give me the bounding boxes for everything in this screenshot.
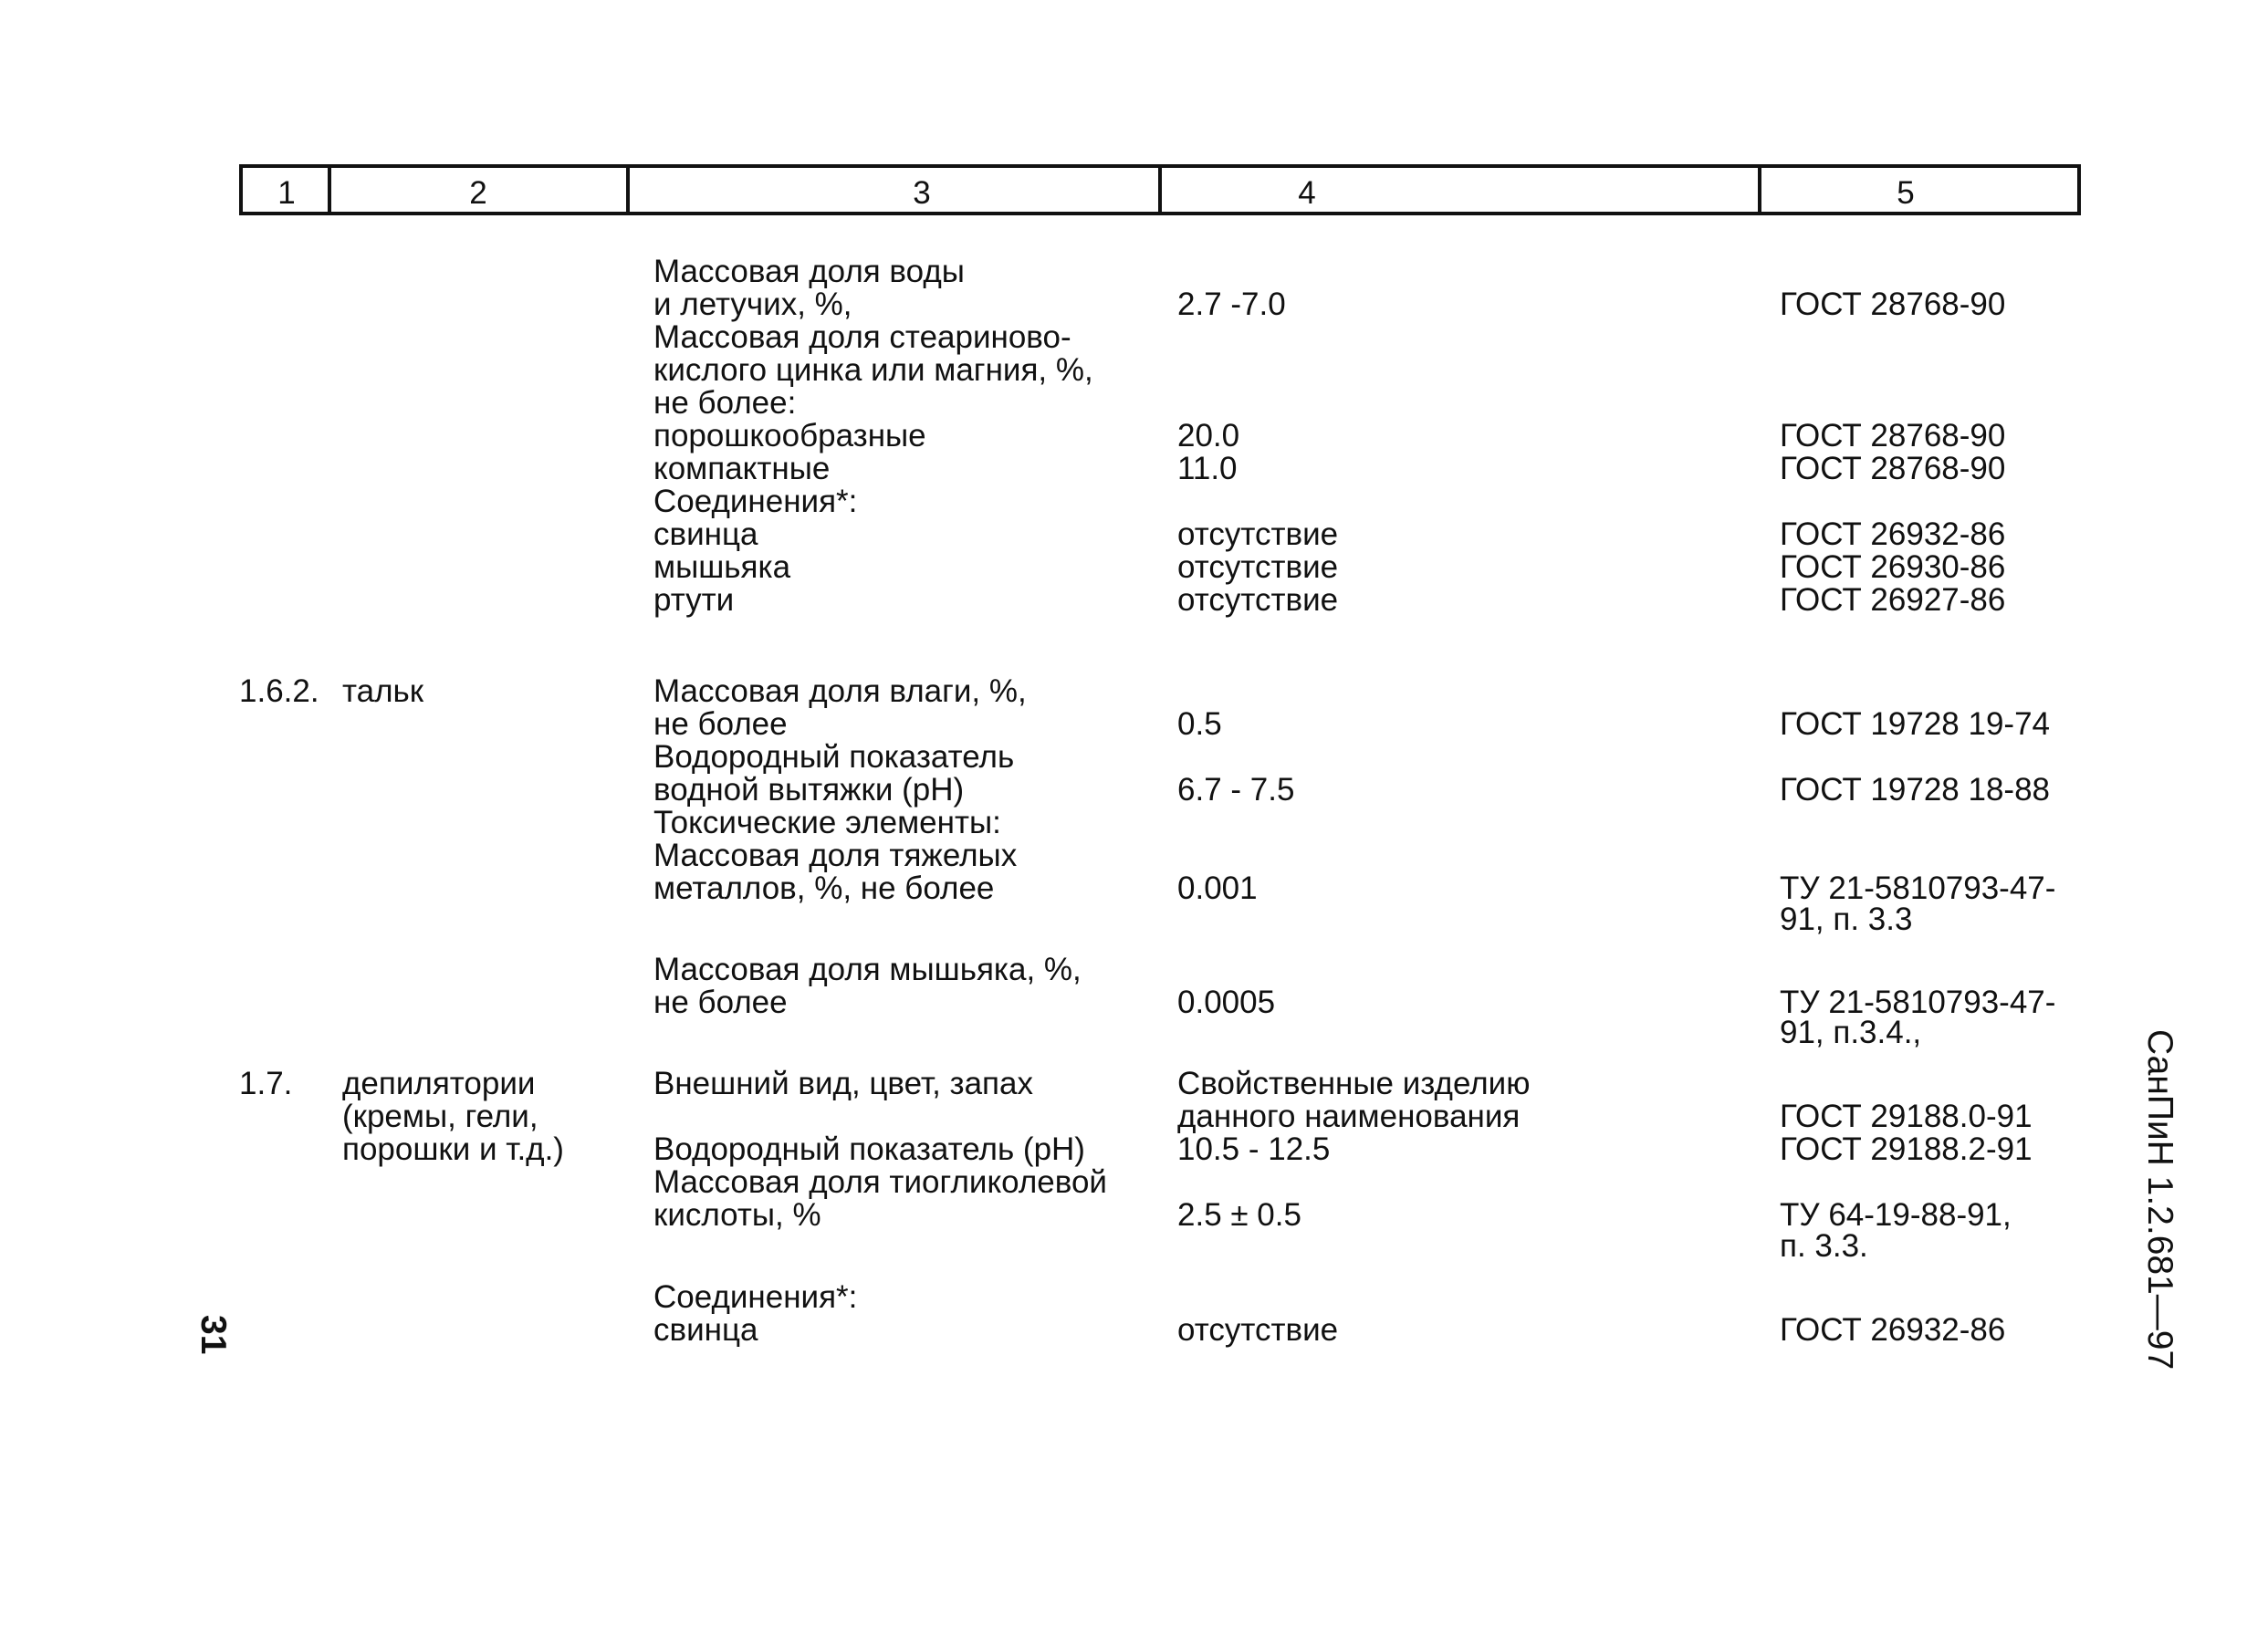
- cell-col3: Массовая доля стеариново-: [653, 319, 1071, 355]
- header-col-1: 1: [277, 175, 296, 211]
- cell-col3: не более: [653, 706, 788, 742]
- cell-col4: 11.0: [1177, 451, 1238, 486]
- cell-col3: порошкообразные: [653, 418, 926, 453]
- cell-col3: Водородный показатель (pH): [653, 1131, 1085, 1167]
- cell-col3: ртути: [653, 582, 735, 618]
- header-col-4: 4: [1298, 175, 1316, 211]
- cell-col3: мышьяка: [653, 549, 791, 585]
- cell-col3: Соединения*:: [653, 484, 858, 519]
- cell-col4: 0.5: [1177, 706, 1222, 742]
- cell-col3: Токсические элементы:: [653, 805, 1001, 840]
- cell-col5: ГОСТ 29188.2-91: [1780, 1131, 2033, 1167]
- header-divider: [626, 164, 630, 215]
- header-col-2: 2: [469, 175, 487, 211]
- cell-col3: Соединения*:: [653, 1279, 858, 1315]
- cell-col3: компактные: [653, 451, 831, 486]
- cell-col3: Массовая доля тиогликолевой: [653, 1164, 1107, 1200]
- cell-col4: 2.5 ± 0.5: [1177, 1197, 1301, 1233]
- running-title: СанПиН 1.2.681—97: [2140, 1029, 2179, 1371]
- cell-col4: отсутствие: [1177, 582, 1339, 618]
- cell-col1: 1.6.2.: [239, 673, 319, 709]
- header-col-5: 5: [1897, 175, 1915, 211]
- cell-col4: данного наименования: [1177, 1099, 1521, 1134]
- cell-col5: ГОСТ 29188.0-91: [1780, 1099, 2033, 1134]
- page-number: 31: [193, 1315, 233, 1355]
- cell-col4: 0.001: [1177, 870, 1258, 906]
- cell-col3: свинца: [653, 516, 758, 552]
- cell-col3: Массовая доля тяжелых: [653, 838, 1018, 873]
- cell-col2: порошки и т.д.): [342, 1131, 564, 1167]
- cell-col5: ГОСТ 26932-86: [1780, 1312, 2006, 1348]
- cell-col3: Массовая доля влаги, %,: [653, 673, 1027, 709]
- header-divider: [1158, 164, 1162, 215]
- cell-col3: не более: [653, 985, 788, 1020]
- header-col-3: 3: [913, 175, 931, 211]
- cell-col2: тальк: [342, 673, 424, 709]
- cell-col3: металлов, %, не более: [653, 870, 995, 906]
- cell-col3: кислого цинка или магния, %,: [653, 352, 1093, 388]
- cell-col5: ТУ 21-5810793-47-: [1780, 870, 2056, 906]
- cell-col5: ГОСТ 28768-90: [1780, 287, 2006, 322]
- cell-col5: п. 3.3.: [1780, 1228, 1868, 1264]
- cell-col5: ГОСТ 26932-86: [1780, 516, 2006, 552]
- cell-col4: 6.7 - 7.5: [1177, 772, 1295, 808]
- cell-col3: и летучих, %,: [653, 287, 852, 322]
- cell-col4: отсутствие: [1177, 1312, 1339, 1348]
- header-divider: [1758, 164, 1761, 215]
- cell-col4: 20.0: [1177, 418, 1240, 453]
- cell-col3: кислоты, %: [653, 1197, 821, 1233]
- cell-col4: 2.7 -7.0: [1177, 287, 1286, 322]
- cell-col5: ГОСТ 19728 18-88: [1780, 772, 2050, 808]
- cell-col3: Массовая доля мышьяка, %,: [653, 952, 1082, 987]
- cell-col3: свинца: [653, 1312, 758, 1348]
- cell-col3: водной вытяжки (pH): [653, 772, 965, 808]
- cell-col3: Водородный показатель: [653, 739, 1015, 775]
- cell-col5: ГОСТ 28768-90: [1780, 418, 2006, 453]
- cell-col5: 91, п. 3.3: [1780, 902, 1913, 937]
- cell-col5: ГОСТ 19728 19-74: [1780, 706, 2050, 742]
- cell-col4: 0.0005: [1177, 985, 1276, 1020]
- cell-col5: 91, п.3.4.,: [1780, 1015, 1922, 1050]
- cell-col5: ГОСТ 26927-86: [1780, 582, 2006, 618]
- cell-col4: Свойственные изделию: [1177, 1066, 1531, 1101]
- cell-col5: ГОСТ 26930-86: [1780, 549, 2006, 585]
- cell-col5: ТУ 21-5810793-47-: [1780, 985, 2056, 1020]
- cell-col1: 1.7.: [239, 1066, 293, 1101]
- cell-col2: (кремы, гели,: [342, 1099, 538, 1134]
- table-header: [239, 164, 2081, 215]
- cell-col3: Внешний вид, цвет, запах: [653, 1066, 1033, 1101]
- cell-col4: отсутствие: [1177, 549, 1339, 585]
- cell-col4: 10.5 - 12.5: [1177, 1131, 1331, 1167]
- cell-col4: отсутствие: [1177, 516, 1339, 552]
- cell-col2: депилятории: [342, 1066, 536, 1101]
- cell-col3: не более:: [653, 385, 797, 421]
- cell-col3: Массовая доля воды: [653, 254, 965, 289]
- cell-col5: ТУ 64-19-88-91,: [1780, 1197, 2012, 1233]
- header-divider: [328, 164, 331, 215]
- cell-col5: ГОСТ 28768-90: [1780, 451, 2006, 486]
